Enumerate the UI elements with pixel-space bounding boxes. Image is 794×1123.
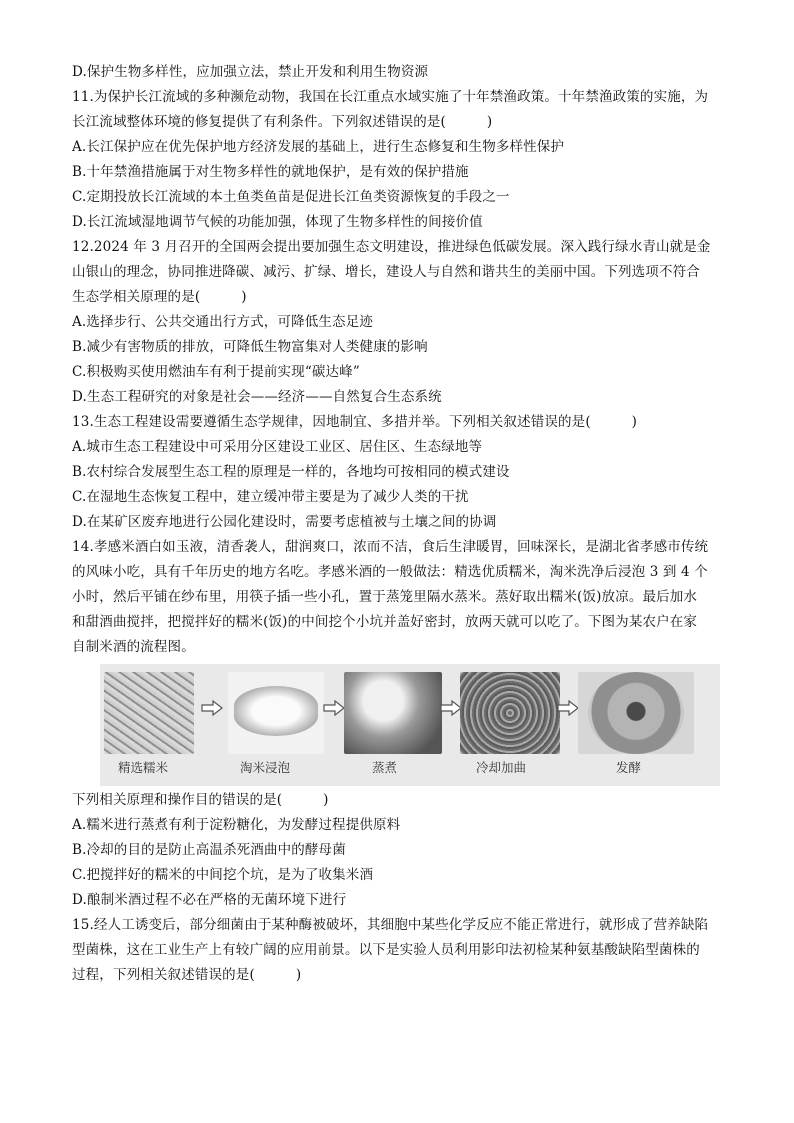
- text-line: D.在某矿区废弃地进行公园化建设时，需要考虑植被与土壤之间的协调: [72, 514, 497, 530]
- text-line: 山银山的理念，协同推进降碳、减污、扩绿、增长，建设人与自然和谐共生的美丽中国。下列选项不符合: [72, 264, 700, 280]
- cooling-yeast-photo: [460, 672, 560, 754]
- rice-wine-flowchart-figure: [100, 664, 720, 786]
- text-line: D.生态工程研究的对象是社会——经济——自然复合生态系统: [72, 389, 442, 405]
- caption-steam: 蒸煮: [372, 760, 398, 775]
- text-line: 自制米酒的流程图。: [72, 639, 195, 655]
- sticky-rice-photo: [104, 672, 194, 754]
- fermented-rice-ring: [588, 672, 684, 754]
- text-line: D.酿制米酒过程不必在严格的无菌环境下进行: [72, 892, 347, 908]
- text-line: D.保护生物多样性，应加强立法，禁止开发和利用生物资源: [72, 64, 429, 80]
- caption-cool-add-yeast: 冷却加曲: [476, 760, 527, 775]
- text-line: 的风味小吃，具有千年历史的地方名吃。孝感米酒的一般做法：精选优质糯米，淘米洗净后浸泡 3 到 4 个: [72, 564, 708, 580]
- text-line: A.选择步行、公共交通出行方式，可降低生态足迹: [72, 314, 373, 330]
- caption-ferment: 发酵: [616, 760, 642, 775]
- text-line: 小时，然后平铺在纱布里，用筷子插一些小孔，置于蒸笼里隔水蒸米。蒸好取出糯米(饭)放凉。最后加水: [72, 589, 698, 605]
- text-line: 和甜酒曲搅拌，把搅拌好的糯米(饭)的中间挖个小坑并盖好密封，放两天就可以吃了。下图为某农户在家: [72, 614, 698, 630]
- text-line: B.农村综合发展型生态工程的原理是一样的，各地均可按相同的模式建设: [72, 464, 510, 480]
- text-line: B.冷却的目的是防止高温杀死酒曲中的酵母菌: [72, 842, 346, 858]
- text-line: 15.经人工诱变后，部分细菌由于某种酶被破坏，其细胞中某些化学反应不能正常进行，就形成了营养缺陷: [72, 917, 709, 933]
- right-arrow-icon: [323, 700, 345, 716]
- washing-bowl-photo: [228, 672, 324, 754]
- exam-page: [72, 60, 722, 988]
- text-line: C.积极购买使用燃油车有利于提前实现“碳达峰”: [72, 364, 360, 380]
- text-block-before-figure: [72, 60, 722, 660]
- right-arrow-icon: [201, 700, 223, 716]
- bowl-shape: [234, 686, 318, 736]
- text-line: 长江流域整体环境的修复提供了有利条件。下列叙述错误的是( ): [72, 114, 493, 130]
- text-line: 14.孝感米酒白如玉液，清香袭人，甜润爽口，浓而不洁，食后生津暖胃，回味深长，是湖北省孝感市传统: [72, 539, 709, 555]
- steaming-photo: [344, 672, 442, 754]
- text-line: D.长江流域湿地调节气候的功能加强，体现了生物多样性的间接价值: [72, 214, 483, 230]
- text-line: A.城市生态工程建设中可采用分区建设工业区、居住区、生态绿地等: [72, 439, 483, 455]
- text-line: A.糯米进行蒸煮有利于淀粉糖化，为发酵过程提供原料: [72, 817, 401, 833]
- text-line: 12.2024 年 3 月召开的全国两会提出要加强生态文明建设，推进绿色低碳发展。深入践行绿水青山就是金: [72, 239, 711, 255]
- right-arrow-icon: [440, 700, 462, 716]
- text-line: C.把搅拌好的糯米的中间挖个坑，是为了收集米酒: [72, 867, 374, 883]
- fermentation-photo: [578, 672, 694, 754]
- text-line: 过程，下列相关叙述错误的是( ): [72, 967, 302, 983]
- text-line: 11.为保护长江流域的多种濒危动物，我国在长江重点水域实施了十年禁渔政策。十年禁渔政策的实施，为: [72, 89, 709, 105]
- text-block-after-figure: [72, 788, 722, 988]
- text-line: C.定期投放长江流域的本土鱼类鱼苗是促进长江鱼类资源恢复的手段之一: [72, 189, 510, 205]
- text-line: B.十年禁渔措施属于对生物多样性的就地保护，是有效的保护措施: [72, 164, 469, 180]
- text-line: 13.生态工程建设需要遵循生态学规律，因地制宜、多措并举。下列相关叙述错误的是( ): [72, 414, 638, 430]
- caption-select-rice: 精选糯米: [118, 760, 169, 775]
- text-line: 下列相关原理和操作目的错误的是( ): [72, 792, 329, 808]
- caption-wash-soak: 淘米浸泡: [240, 760, 291, 775]
- right-arrow-icon: [557, 700, 579, 716]
- text-line: A.长江保护应在优先保护地方经济发展的基础上，进行生态修复和生物多样性保护: [72, 139, 565, 155]
- text-line: B.减少有害物质的排放，可降低生物富集对人类健康的影响: [72, 339, 428, 355]
- text-line: C.在湿地生态恢复工程中，建立缓冲带主要是为了减少人类的干扰: [72, 489, 469, 505]
- text-line: 生态学相关原理的是( ): [72, 289, 247, 305]
- text-line: 型菌株，这在工业生产上有较广阔的应用前景。以下是实验人员利用影印法初检某种氨基酸缺陷型菌株的: [72, 942, 700, 958]
